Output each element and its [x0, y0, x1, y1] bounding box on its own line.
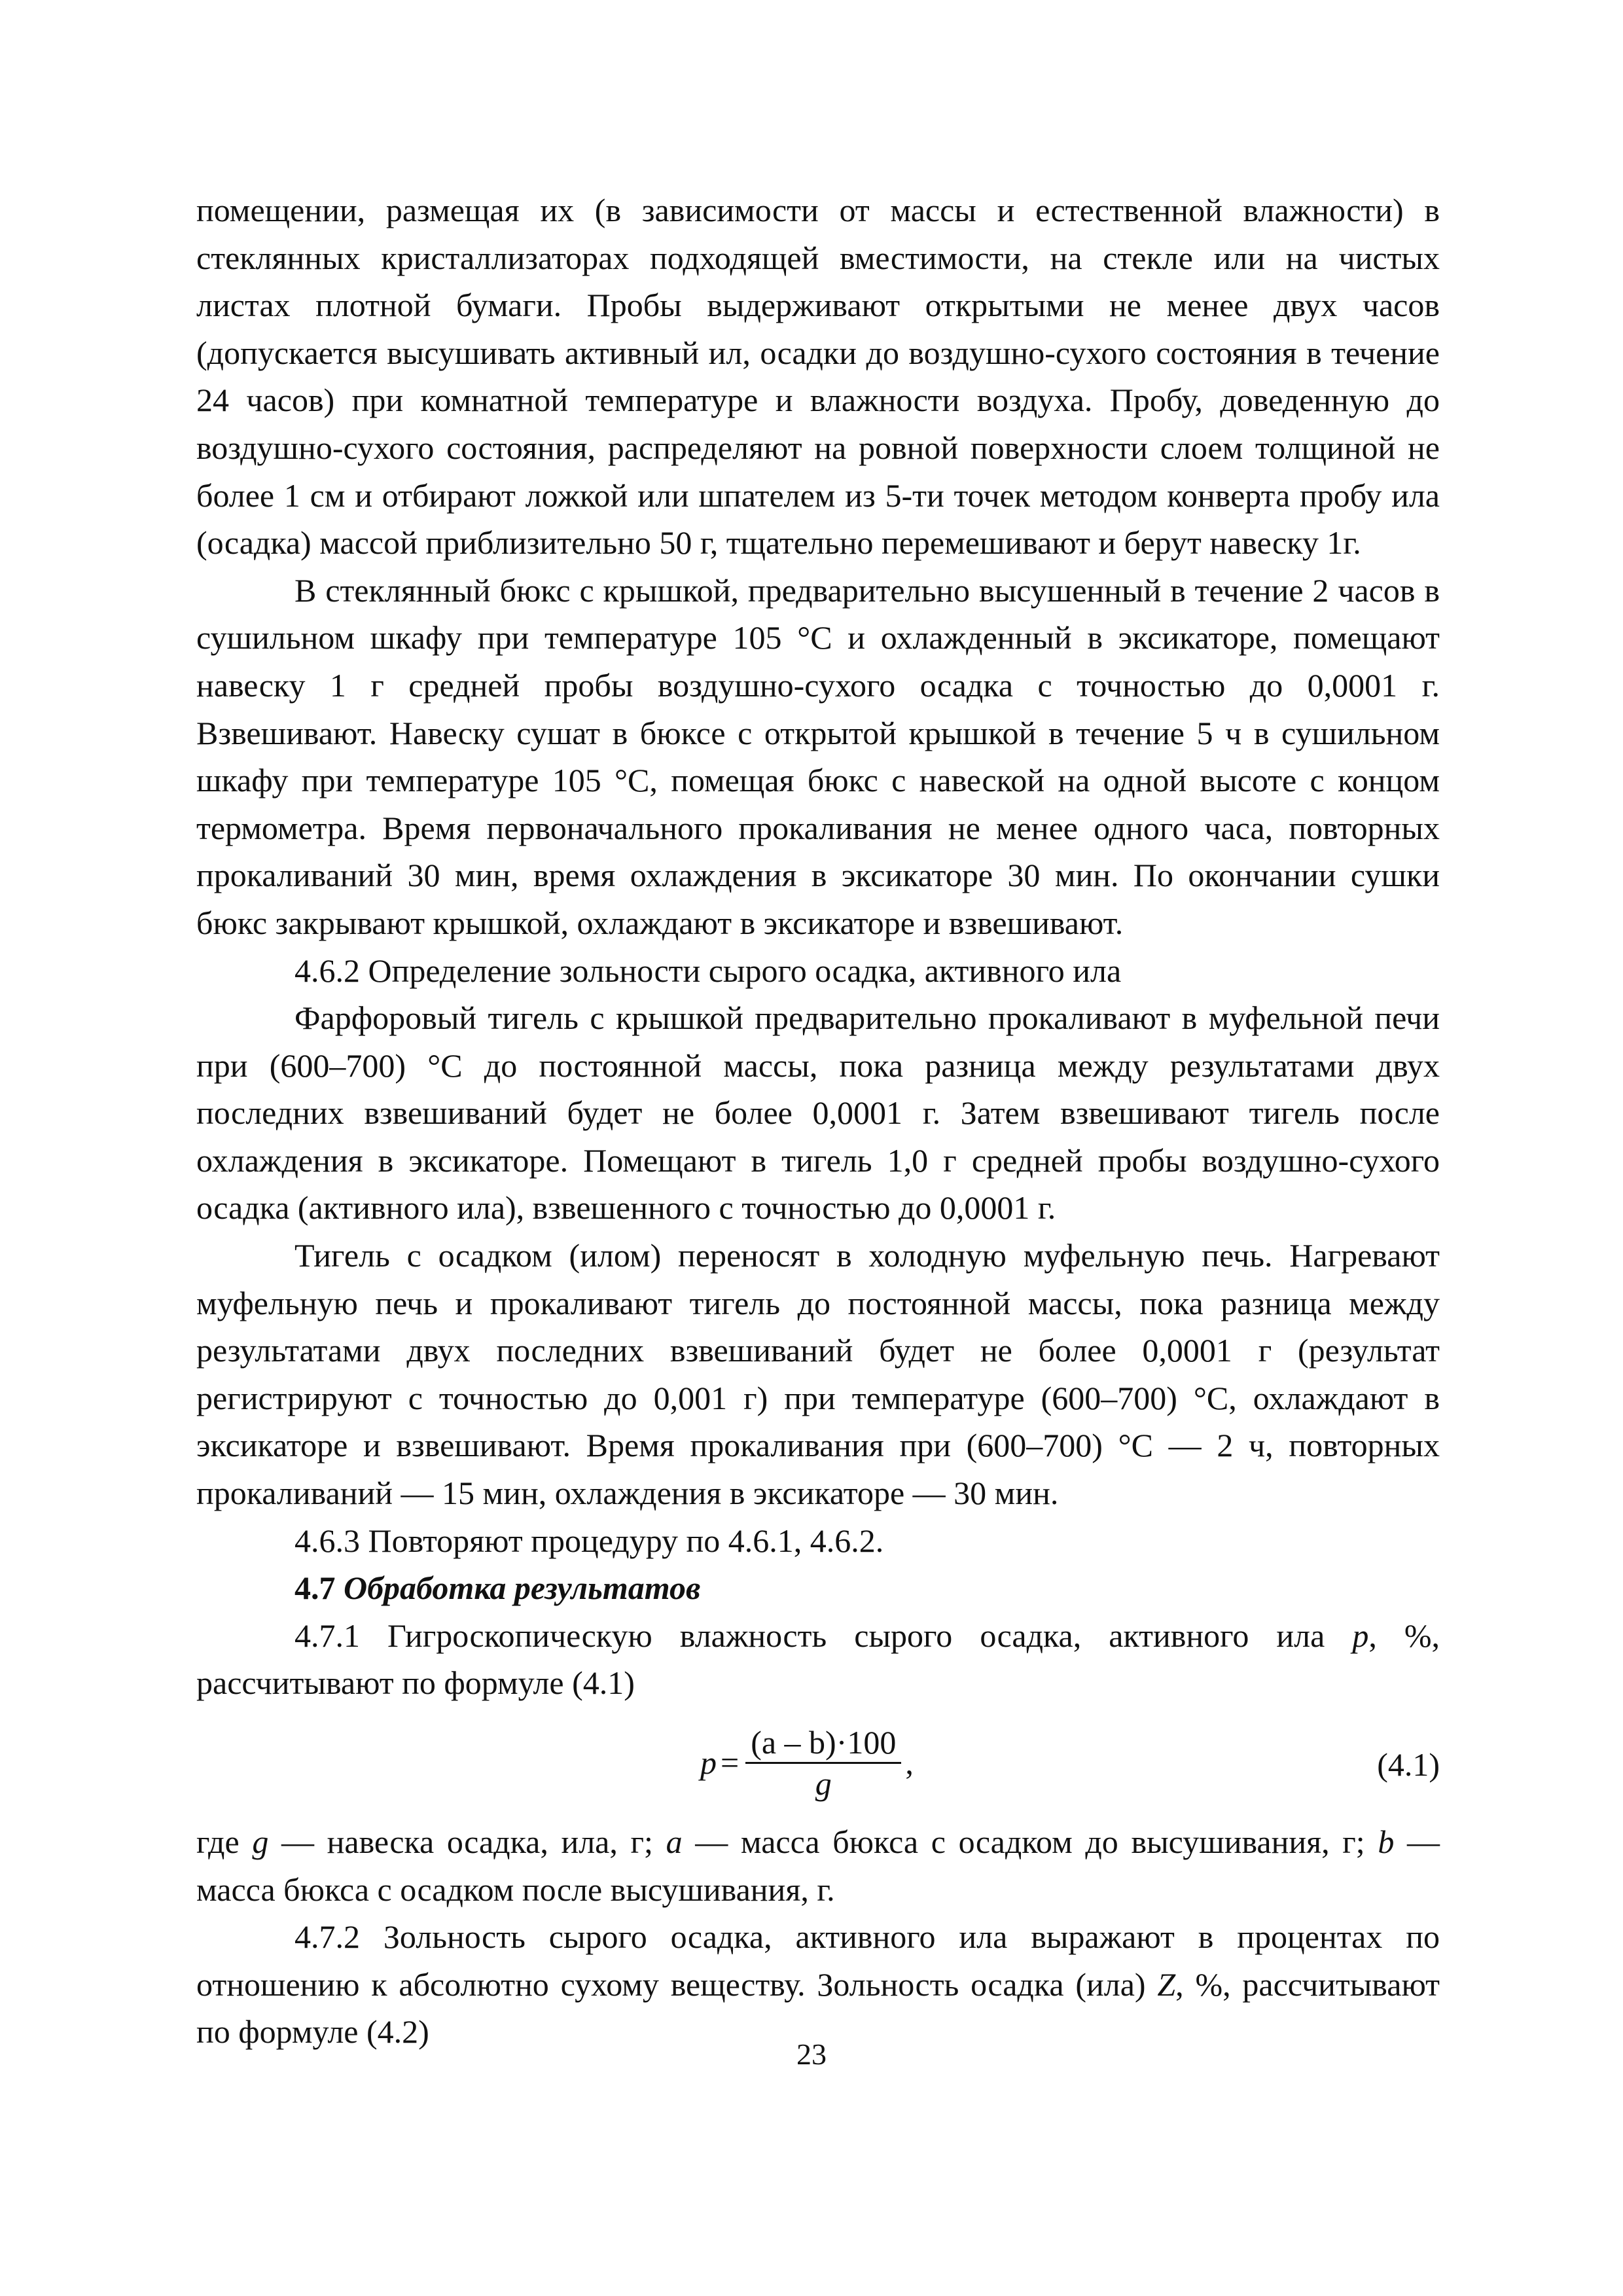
heading-number: 4.7 [294, 1570, 336, 1607]
paragraph-4-7-2 [196, 1913, 1440, 2056]
formula-equals: = [721, 1744, 740, 1781]
paragraph-2: В стеклянный бюкс с крышкой, предварительно высушенный в течение 2 часов в сушильном шкафу при температуре 105 °С и охлажденный в эксикаторе, помещают навеску 1 г средней пробы воздушно-сухого осадка с точностью до 0,0001 г. Взвешивают. Навеску сушат в бюксе с открытой крышкой в течение 5 ч в сушильном шкафу при температуре 105 °С, помещая бюкс с навеской на одной высоте с концом термометра. Время первоначального прокаливания не менее одного часа, повторных прокаливаний 30 мин, время охлаждения в эксикаторе 30 мин. По окончании сушки бюкс закрывают крышкой, охлаждают в эксикаторе и взвешивают. [196, 571, 1440, 941]
formula-comma: , [905, 1744, 914, 1781]
formula-4-1-row [196, 1707, 1440, 1818]
text-segment: где [196, 1823, 253, 1860]
text-segment: , %, рассчитывают по формуле (4.2) [196, 1965, 1440, 2051]
page-number: 23 [796, 2037, 827, 2071]
paragraph-1: помещении, размещая их (в зависимости от массы и естественной влажности) в стеклянных кристаллизаторах подходящей вместимости, на стекле или на чистых листах плотной бумаги. Пробы выдерживают открытыми не менее двух часов (допускается высушивать активный ил, осадки до воздушно-сухого состояния в течение 24 часов) при комнатной температуре и влажности воздуха. Пробу, доведенную до воздушно-сухого состояния, распределяют на ровной поверхности слоем толщиной не более 1 см и отбирают ложкой или шпателем из 5-ти точек методом конверта пробу ила (осадка) массой приблизительно 50 г, тщательно перемешивают и берут навеску 1г. [196, 192, 1440, 562]
formula-fraction [745, 1723, 901, 1803]
formula-lhs: p [700, 1744, 717, 1781]
formula-legend [196, 1818, 1440, 1913]
section-heading-4-7 [196, 1564, 1440, 1612]
formula-denominator: g [815, 1765, 832, 1802]
paragraph-5: Тигель с осадком (илом) переносят в холодную муфельную печь. Нагревают муфельную печь и прокаливают тигель до постоянной массы, пока разница между результатами двух последних взвешиваний будет не более 0,0001 г (результат регистрируют с точностью до 0,001 г) при температуре (600–700) °С, охлаждают в эксикаторе и взвешивают. Время прокаливания при (600–700) °С — 2 ч, повторных прокаливаний — 15 мин, охлаждения в эксикаторе — 30 мин. [196, 1237, 1440, 1512]
formula-4-1 [700, 1707, 914, 1818]
paragraph-4: Фарфоровый тигель с крышкой предварительно прокаливают в муфельной печи при (600–700) °С до постоянной массы, пока разница между результатами двух последних взвешиваний будет не более 0,0001 г. Затем взвешивают тигель после охлаждения в эксикаторе. Помещают в тигель 1,0 г средней пробы воздушно-сухого осадка (активного ила), взвешенного с точностью до 0,0001 г. [196, 999, 1440, 1227]
paragraph-4-6-3: 4.6.3 Повторяют процедуру по 4.6.1, 4.6.2. [294, 1522, 884, 1559]
section-4-6-2-title: 4.6.2 Определение зольности сырого осадка, активного ила [294, 952, 1122, 989]
text-segment: 4.7.1 Гигроскопическую влажность сырого осадка, активного ила [294, 1617, 1353, 1654]
paragraph-4-7-1 [196, 1612, 1440, 1707]
page-body [196, 187, 1440, 2056]
formula-numerator: (a – b)·100 [751, 1723, 897, 1761]
heading-title: Обработка результатов [344, 1570, 701, 1607]
variable-Z: Z [1157, 1965, 1176, 2003]
text-segment: — масса бюкса с осадком до высушивания, г; [682, 1823, 1378, 1860]
variable-g: g [252, 1823, 269, 1860]
text-segment: , %, рассчитывают по формуле (4.1) [196, 1617, 1440, 1702]
variable-p: p [1352, 1617, 1369, 1654]
text-segment: 4.7.2 Зольность сырого осадка, активного ила выражают в процентах по отношению к абсолютно сухому веществу. Зольность осадка (ила) [196, 1918, 1440, 2003]
variable-b: b [1378, 1823, 1395, 1860]
formula-number: (4.1) [1377, 1746, 1440, 1783]
variable-a: a [666, 1823, 683, 1860]
text-segment: — масса бюкса с осадком после высушивания, г. [196, 1823, 1440, 1908]
text-segment: — навеска осадка, ила, г; [268, 1823, 666, 1860]
